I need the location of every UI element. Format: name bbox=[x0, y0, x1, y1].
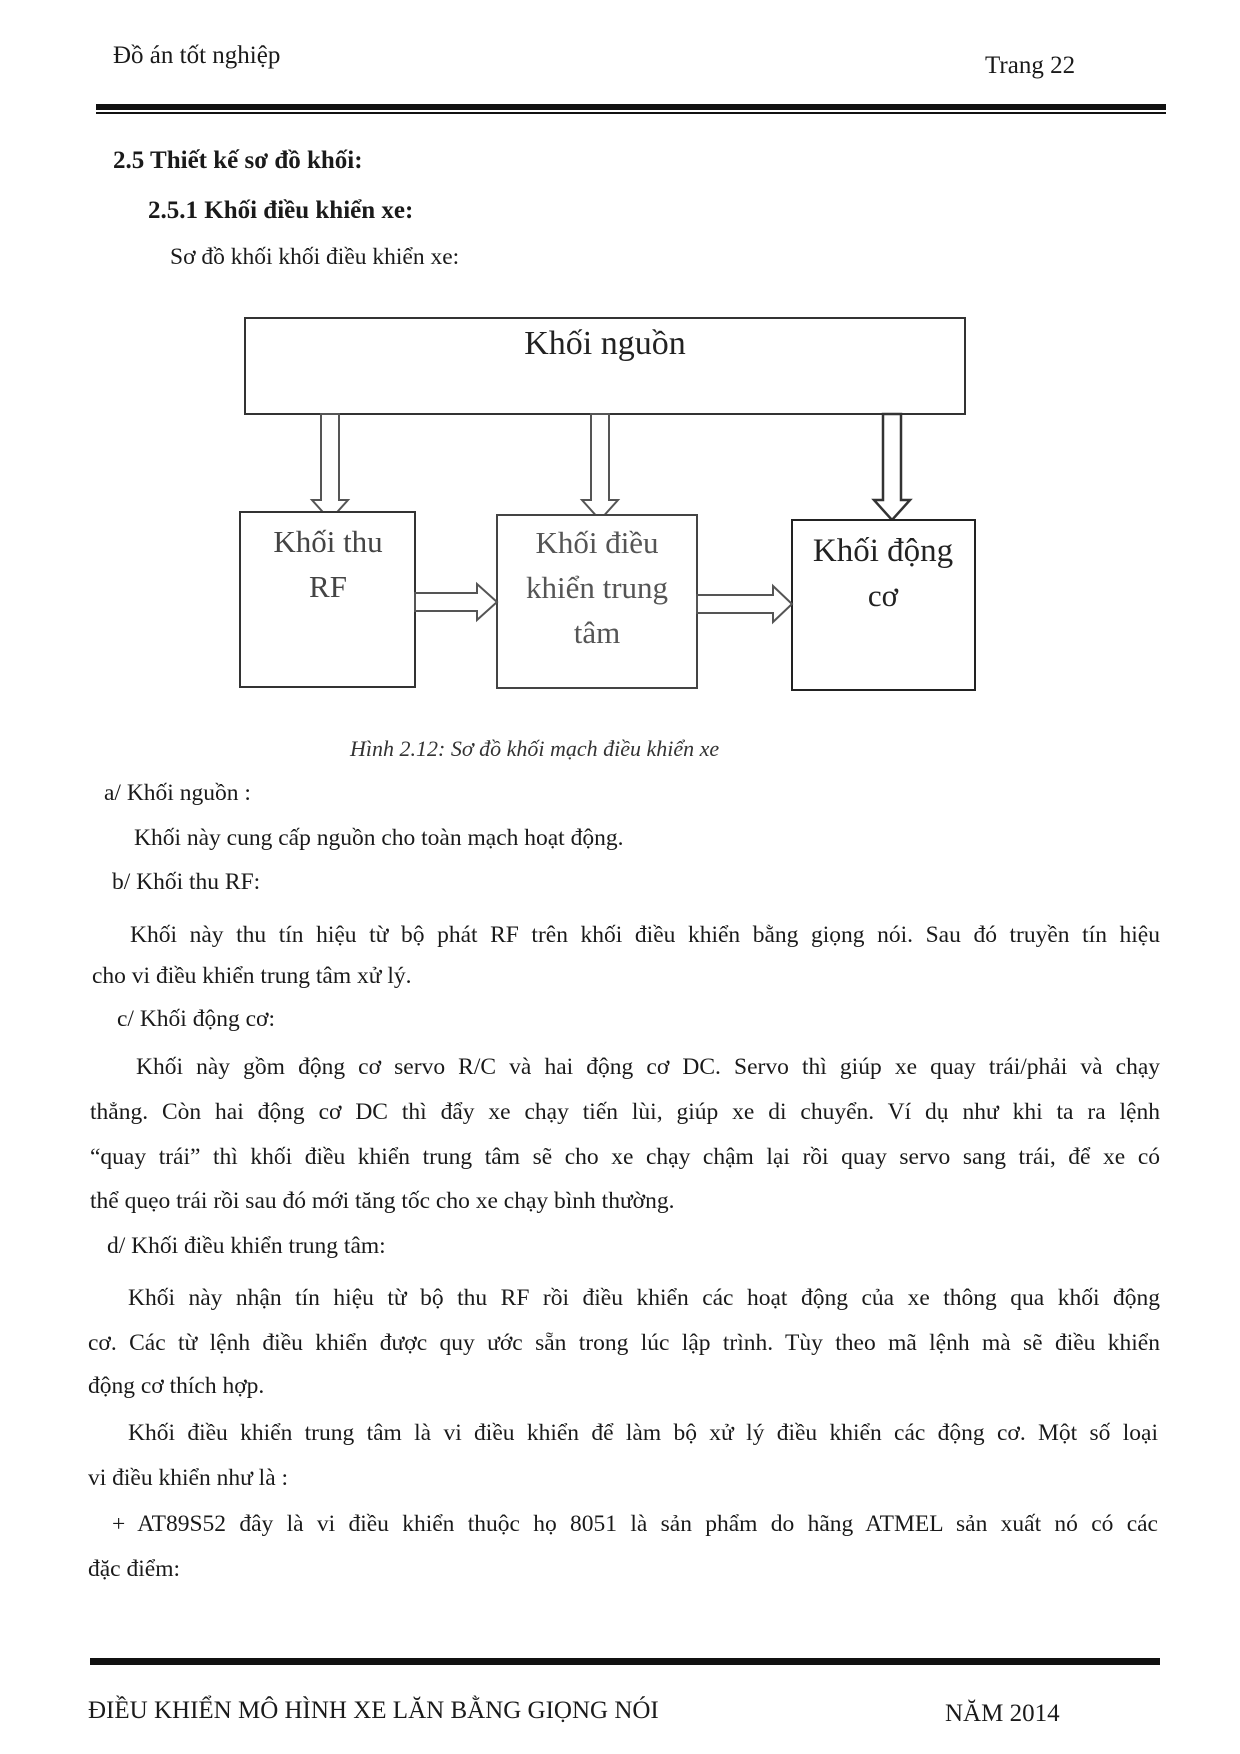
d-line3: động cơ thích hợp. bbox=[88, 1373, 265, 1399]
central-block-line3: tâm bbox=[573, 615, 621, 650]
arrow-central-to-motor bbox=[697, 586, 792, 622]
rf-block-line1: Khối thu bbox=[273, 524, 383, 559]
footer-year: NĂM 2014 bbox=[945, 1700, 1060, 1727]
d-line1: Khối này nhận tín hiệu từ bộ thu RF rồi điều khiển các hoạt động của xe thông qua khối động bbox=[128, 1285, 1160, 1311]
d-title: d/ Khối điều khiển trung tâm: bbox=[107, 1233, 386, 1259]
power-block-label: Khối nguồn bbox=[524, 325, 686, 362]
page-number: Trang 22 bbox=[985, 52, 1076, 79]
a-title: a/ Khối nguồn : bbox=[104, 780, 251, 806]
c-line2: thẳng. Còn hai động cơ DC thì đẩy xe chạy tiến lùi, giúp xe di chuyển. Ví dụ như khi ta ra lệnh bbox=[90, 1099, 1160, 1125]
footer-rule bbox=[90, 1658, 1160, 1665]
rf-block-line2: RF bbox=[309, 569, 347, 604]
a-text: Khối này cung cấp nguồn cho toàn mạch hoạt động. bbox=[134, 825, 624, 851]
e-line2: vi điều khiển như là : bbox=[88, 1465, 289, 1491]
motor-block-line1: Khối động bbox=[812, 533, 954, 569]
b-title: b/ Khối thu RF: bbox=[112, 869, 261, 895]
central-block-line2: khiển trung bbox=[525, 570, 669, 605]
c-line3: “quay trái” thì khối điều khiển trung tâm sẽ cho xe chạy chậm lại rồi quay servo sang trái, để xe có bbox=[90, 1144, 1160, 1170]
arrow-power-to-motor bbox=[874, 414, 910, 520]
footer-title: ĐIỀU KHIỂN MÔ HÌNH XE LĂN BẰNG GIỌNG NÓI bbox=[88, 1697, 659, 1724]
f-line2: đặc điểm: bbox=[88, 1556, 181, 1582]
subsection-heading: 2.5.1 Khối điều khiển xe: bbox=[148, 197, 414, 224]
header-title: Đồ án tốt nghiệp bbox=[113, 42, 281, 69]
central-block-line1: Khối điều bbox=[535, 525, 659, 560]
d-line2: cơ. Các từ lệnh điều khiển được quy ước sẵn trong lúc lập trình. Tùy theo mã lệnh mà sẽ điều khiển bbox=[88, 1330, 1160, 1356]
b-line1: Khối này thu tín hiệu từ bộ phát RF trên khối điều khiển bằng giọng nói. Sau đó truyền tín hiệu bbox=[130, 922, 1160, 948]
arrow-power-to-central bbox=[582, 414, 618, 520]
c-title: c/ Khối động cơ: bbox=[117, 1006, 275, 1032]
arrow-power-to-rf bbox=[312, 414, 348, 520]
section-heading: 2.5 Thiết kế sơ đồ khối: bbox=[113, 147, 363, 174]
e-line1: Khối điều khiển trung tâm là vi điều khiển để làm bộ xử lý điều khiển các động cơ. Một số loại bbox=[128, 1420, 1158, 1446]
figure-caption: Hình 2.12: Sơ đồ khối mạch điều khiển xe bbox=[350, 736, 720, 761]
b-line2: cho vi điều khiển trung tâm xử lý. bbox=[92, 963, 412, 989]
c-line1: Khối này gồm động cơ servo R/C và hai động cơ DC. Servo thì giúp xe quay trái/phải và chạy bbox=[136, 1054, 1160, 1080]
f-line1: + AT89S52 đây là vi điều khiển thuộc họ 8051 là sản phẩm do hãng ATMEL sản xuất nó có các bbox=[112, 1511, 1158, 1537]
block-diagram bbox=[0, 0, 1240, 720]
c-line4: thể quẹo trái rồi sau đó mới tăng tốc cho xe chạy bình thường. bbox=[90, 1188, 675, 1214]
diagram-intro: Sơ đồ khối khối điều khiển xe: bbox=[170, 244, 460, 270]
arrow-rf-to-central bbox=[415, 584, 497, 620]
motor-block-line2: cơ bbox=[867, 578, 899, 613]
